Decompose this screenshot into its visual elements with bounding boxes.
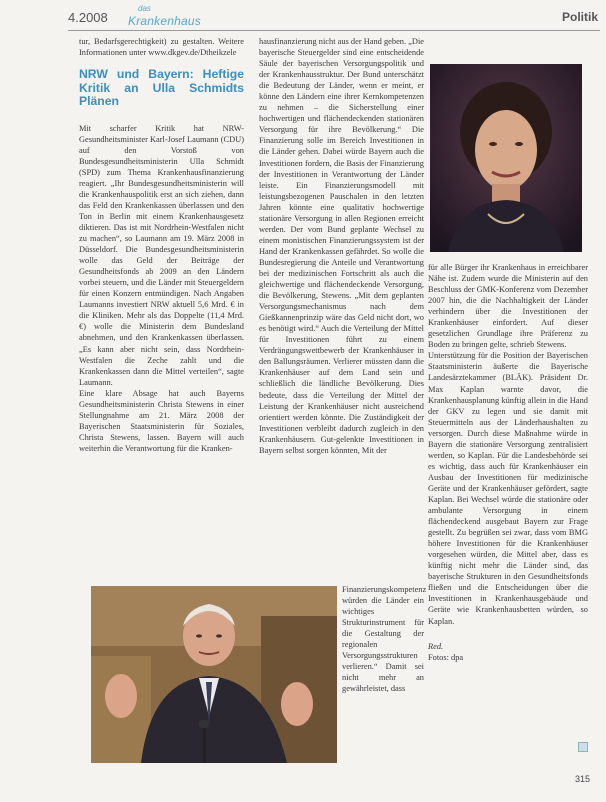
text-column-2-wrap (342, 584, 427, 694)
end-mark-icon (578, 742, 588, 752)
paragraph-intro: tur, Bedarfsgerechtigkeit) zu gestalten. Weitere Informationen unter www.dkgev.de/Dtheikzele (79, 37, 244, 58)
paragraph: Unterstützung für die Position der Bayerischen Staatsministerin äußerte die Bayerische Landesärztekammer (BLÄK). Präsident Dr. Max Kaplan warnte davor, die Krankenhausplanung künftig allein in die Hand der GKV zu legen und sie damit mit Steuermitteln aus der Länderhaushalten zu versorgen. Durch diese Maßnahme würde in Bayern die stationäre Versorgung zentralisiert werden, so Kaplan. Für die Landesbehörde sei es wichtig, dass auch für Krankenhäuser ein Ausbau der Investitionen für medizinische Geräte und der Krankenhäuser gefördert, sagte Kaplan. Bei Wechsel würde die stationäre oder ambulante Versorgung in einem flächendeckend ausgebaut Bayern zur Frage gestellt. Zu begrüßen sei zwar, dass vom BMG höhere Investitionen für die Krankenhäuser vorgesehen würden, die Mittel aber, dass es künftig nicht mehr die Länder sind, das bayerische Strukturen in den Gesundheitsfonds fließen und die Entscheidungen über die Investitionen in Krankenhausgebäude und Geräte wie Krankenhausbetten würden, so Kaplan. (428, 351, 588, 626)
logo-small-text: das (138, 4, 151, 13)
paragraph: hausfinanzierung nicht aus der Hand geben. „Die bayerische Steuergelder sind eine entscheidende Säule der bayerischen Versorgungspolitik und der Krankenhausstruktur. Der Bund unterschätzt die Bedeutung der Länder, wenn er meint, er könne den Ländern eine ihrer Kernkompetenzen zu nehmen – die Sicherstellung einer hochwertigen und flächendeckenden stationären Versorgung für ihre Bevölkerung.“ Die Finanzierung solle im Bereich Investitionen in die Länder gehen. Dabei würde Bayern auch die Investitionen fordern, die Basis der Finanzierung der Investitionen in Verantwortung der Länder leiste. Ein Finanzierungsmodell mit leistungsbezogenen Pauschalen in den letzten Jahren könnte eine qualitativ hochwertige stationäre Versorgung in allen Regionen erreicht werden. Der vom Bund geplante Wechsel zu einem monistischen Finanzierungssystem ist der Hand der Krankenkassen gefährdet. So wolle die Bundesregierung die Anteile und Verantwortung bei der medizinischen Fortschritt als auch die gleichwertige und flächendeckende Versorgung, die Bevölkerung, Stewens. „Mit dem geplanten Versorgungsmechanismus nach dem Gießkannenprinzip wäre das Geld nicht dort, wo es benötigt wird.“ Auch die Verteilung der Mittel für Investitionen führt zu einem Verdrängungswettbewerb der Krankenhäuser in den Ballungsräumen. Verlierer müssten dann die Krankenhäuser auf dem Land sein und schließlich die ländliche Bevölkerung. Dies bedeute, dass die Verteilung der Mittel der Leistung der Krankenhäuser nicht ausreichend orientiert werden könnte. Die Zuständigkeit der Investitionen verbleibt dadurch zugleich in den Krankenhäusern. Gut-gelenkte Investitionen in Bayern selbst sorgen könnten, Mit der (259, 37, 424, 455)
photo-credit: Fotos: dpa (428, 652, 464, 662)
speaker-photo (91, 586, 337, 763)
author-signature: Red. (428, 641, 444, 651)
logo-main-text: Krankenhaus (128, 14, 201, 28)
portrait-image (430, 64, 582, 252)
portrait-photo (430, 64, 582, 252)
text-column-2 (259, 36, 424, 584)
paragraph: für alle Bürger ihr Krankenhaus in erreichbarer Nähe ist. Zudem wurde die Ministerin auf den Beschluss der GMK-Konferenz vom Dezember 2007 hin, die die Nachhaltigkeit der Länder verhindern über die Investitionen der Krankenhäuser einfordert. Auf dieser gesetzlichen Grundlage ihre Präferenz zu Boden zu bringen gelte, schrieb Stewens. (428, 263, 588, 350)
speaker-image (91, 586, 337, 763)
paragraph: Eine klare Absage hat auch Bayerns Gesundheitsministerin Christa Stewens in einer Stellungnahme am 21. März 2008 der Bayerischen Staatsministerin für Soziales, Christa Stewens, lassen. Bayern will auch weiterhin die Verantwortung für die Kranken- (79, 388, 244, 453)
text-column-1 (79, 36, 244, 454)
issue-number: 4.2008 (68, 10, 108, 25)
text-column-3 (428, 262, 588, 663)
article-headline: NRW und Bayern: Heftige Kritik an Ulla Schmidts Plänen (79, 67, 244, 109)
section-title: Politik (561, 10, 598, 24)
header-rule (68, 30, 600, 31)
paragraph: Mit scharfer Kritik hat NRW-Gesundheitsminister Karl-Josef Laumann (CDU) auf den Vorstoß von Bundesgesundheitsministerin Ulla Schmidt (SPD) zum Thema Krankenhausfinanzierung reagiert. „Ihr Bundesgesundheitsministerin will die Krankenhauspolitik erst an sich ziehen, dann das Feld den Krankenkassen überlassen und den Ton in Berlin mit einem Krankenhausgesetz diktieren. Das ist mit Nordrhein-Westfalen nicht zu machen“, so Laumann am 19. März 2008 in Düsseldorf. Die Bundesgesundheitsministerin wolle das Geld der Beiträge der Gesundheitsfonds ab 2009 an den Ländern vorbei steuern, und die Länder mit Steuergeldern für einen Konzern entmündigen. Nach Angaben Laumanns investiert NRW aktuell 5,6 Mrd. € in die Kliniken. Mehr als das Doppelte (11,4 Mrd. €) wolle die Ministerin dem Bundesland abnehmen, und den Krankenkassen überlassen. „Es kann aber nicht sein, dass Nordrhein-Westfalen die Zeche zahlt und die Krankenkassen dann die Mittel verteilen“, sagte Laumann. (79, 123, 244, 387)
paragraph: Finanzierungskompetenz würden die Länder ein wichtiges Strukturinstrument für die Gestaltung der regionalen Versorgungsstrukturen verlieren.“ Damit sei nicht mehr an gewährleistet, dass (342, 585, 427, 694)
page-number: 315 (574, 774, 590, 784)
page-header (68, 4, 600, 34)
